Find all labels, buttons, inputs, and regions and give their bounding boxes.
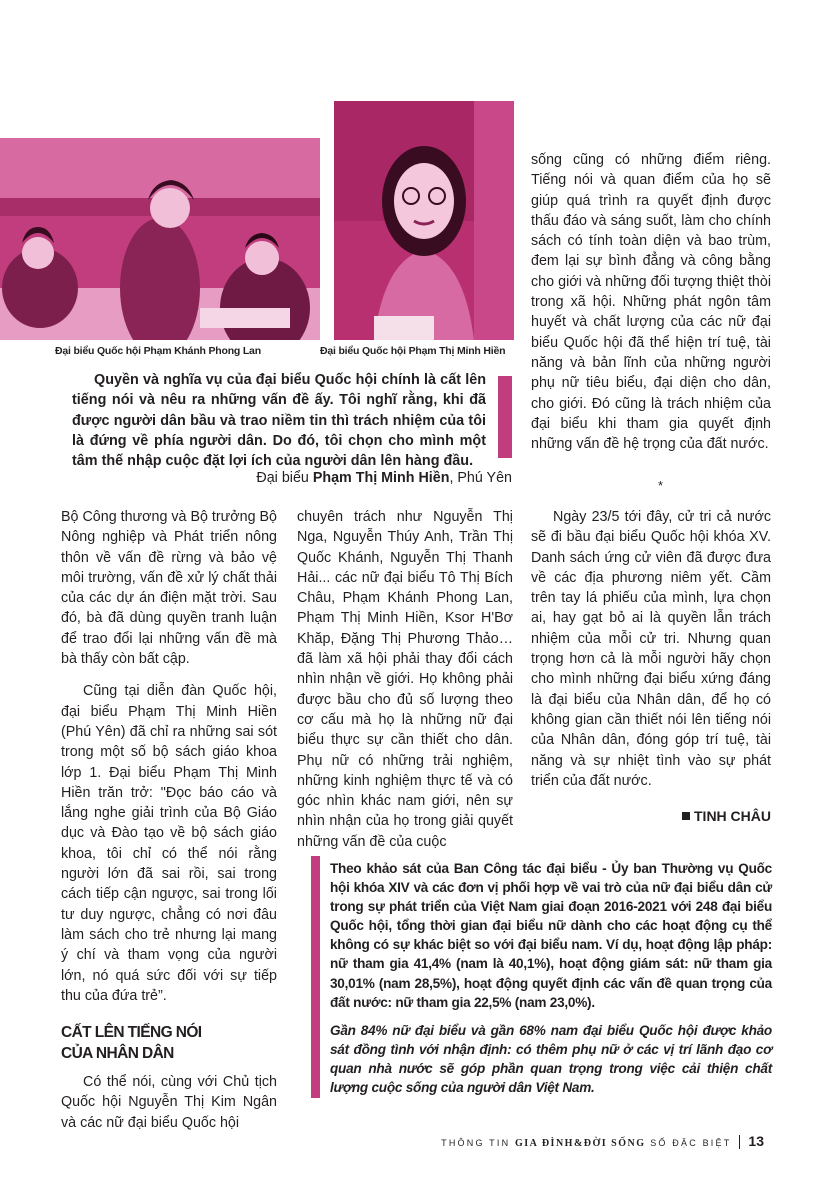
photo-illustration	[334, 101, 514, 340]
footer-prefix: THÔNG TIN	[441, 1138, 515, 1148]
paragraph: sống cũng có những điểm riêng. Tiếng nói và quan điểm của họ sẽ giúp quá trình ra quyết định được thấu đáo và sáng suốt, làm cho chính sách có tính toàn diện và bao trùm, đem lại sự bình đẳng và công bằng cho giới và những đối tượng thiệt thòi trong xã hội. Những phát ngôn tâm huyết và chất lượng của các nữ đại biểu Quốc hội đã thể hiện trí tuệ, tài năng và bản lĩnh của những người phụ nữ tiêu biểu, đại diện cho dân, cho giới. Đó cũng là trách nhiệm của đại biểu khi tham gia quyết định những vấn đề hệ trọng của đất nước.	[531, 152, 771, 453]
survey-paragraph: Theo khảo sát của Ban Công tác đại biểu - Ủy ban Thường vụ Quốc hội khóa XIV và các đơn vị phối hợp về vai trò của nữ đại biểu dân cử trong sự phát triển của Việt Nam giai đoạn 2016-2021 với 248 đại biểu Quốc hội, tổng thời gian đại biểu nữ dành cho các hoạt động cụ thể không có sự khác biệt so với đại biểu nam. Ví dụ, hoạt động lập pháp: nữ tham gia 41,4% (nam là 40,1%), hoạt động giám sát: nữ tham gia 30,01% (nam 28,5%), hoạt động quyết định các vấn đề quan trọng của đất nước: nữ tham gia 22,5% (nam 23,0%).	[330, 861, 772, 1010]
author-name: TINH CHÂU	[694, 808, 771, 824]
square-bullet-icon	[682, 812, 690, 820]
article-column-right-top	[531, 150, 771, 454]
section-heading-line: CẤT LÊN TIẾNG NÓI	[61, 1024, 202, 1042]
footer-issue: SỐ ĐẶC BIỆT	[645, 1138, 732, 1148]
attribution-suffix: , Phú Yên	[449, 470, 512, 486]
pull-quote-accent-bar	[498, 376, 512, 458]
section-heading	[61, 1022, 277, 1064]
article-column-2	[297, 507, 513, 852]
quote-attribution	[256, 470, 512, 486]
footer-divider	[739, 1135, 740, 1149]
attribution-name: Phạm Thị Minh Hiền	[312, 470, 450, 486]
survey-box	[330, 859, 772, 1097]
paragraph: Có thể nói, cùng với Chủ tịch Quốc hội Nguyễn Thị Kim Ngân và các nữ đại biểu Quốc hội	[61, 1074, 277, 1131]
paragraph: chuyên trách như Nguyễn Thị Nga, Nguyễn Thúy Anh, Trần Thị Quốc Khánh, Nguyễn Thị Thanh Hải... các nữ đại biểu Tô Thị Bích Châu, Phạm Khánh Phong Lan, Phạm Thị Minh Hiền, Ksor H'Bơ Khăp, Đặng Thị Phương Thảo… đã làm xã hội phải thay đổi cách nhìn nhận về giới. Họ không phải được bầu cho đủ số lượng theo cơ cấu mà họ là những nữ đại biểu thực sự cần thiết cho dân. Phụ nữ có những trải nghiệm, những kinh nghiệm thực tế và có góc nhìn khác nam giới, nên sự nhìn nhận của họ trong giải quyết những vấn đề của cuộc	[297, 509, 513, 850]
paragraph: Ngày 23/5 tới đây, cử tri cả nước sẽ đi bầu đại biểu Quốc hội khóa XV. Danh sách ứng cử viên đã được đưa về các địa phương niêm yết. Cầm trên tay lá phiếu của mình, lựa chọn ai, hay gạt bỏ ai là quyền lẫn trách nhiệm của mỗi cử tri. Nhưng quan trọng hơn cả là mỗi người hãy chọn cho mình những đại biểu xứng đáng là đại biểu của Nhân dân, để họ có không gian cần thiết nói lên tiếng nói của Nhân dân, đóng góp trí tuệ, tài năng và sự nhiệt tình vào sự phát triển của đất nước.	[531, 509, 771, 789]
author-byline	[682, 808, 771, 824]
photo-illustration	[0, 138, 320, 340]
pull-quote	[72, 370, 486, 471]
magazine-name: GIA ĐÌNH&ĐỜI SỐNG	[514, 1138, 646, 1149]
survey-paragraph: Gần 84% nữ đại biểu và gần 68% nam đại biểu Quốc hội được khảo sát đồng tình với nhận định: có thêm phụ nữ ở các vị trí lãnh đạo cơ quan nhà nước sẽ góp phần quan trọng trong việc cải thiện chất lượng cuộc sống của người dân Việt Nam.	[330, 1022, 772, 1096]
page-footer	[441, 1133, 764, 1149]
photo-pham-thi-minh-hien	[334, 101, 514, 340]
pull-quote-text: Quyền và nghĩa vụ của đại biểu Quốc hội chính là cất lên tiếng nói và nêu ra những vấn đề ấy. Tôi nghĩ rằng, khi đã được người dân bầu và trao niềm tin thì trách nhiệm của tôi là đứng về phía người dân. Do đó, tôi chọn cho mình một tâm thế nhập cuộc đặt lợi ích của người dân lên hàng đầu.	[72, 372, 486, 470]
article-column-1	[61, 507, 277, 1133]
section-heading-line: CỦA NHÂN DÂN	[61, 1045, 174, 1063]
photo-caption-left: Đại biểu Quốc hội Phạm Khánh Phong Lan	[55, 345, 261, 357]
attribution-prefix: Đại biểu	[256, 470, 313, 486]
article-column-3	[531, 507, 771, 791]
photo-pham-khanh-phong-lan	[0, 138, 320, 340]
photo-caption-right: Đại biểu Quốc hội Phạm Thị Minh Hiền	[320, 345, 506, 357]
survey-box-accent-bar	[311, 856, 320, 1098]
section-separator: *	[658, 478, 664, 493]
paragraph: Cũng tại diễn đàn Quốc hội, đại biểu Phạm Thị Minh Hiền (Phú Yên) đã chỉ ra những sai sót trong một số bộ sách giáo khoa lớp 1. Đại biểu Phạm Thị Minh Hiền trăn trở: "Đọc báo cáo và lắng nghe giải trình của Bộ Giáo dục và Đào tạo về bộ sách giáo khoa, tôi chỉ có thể nói rằng người lớn đã sai rồi, sai trong cách tiếp cận ngược, sai trong lối tư duy ngược, chẳng có nơi đâu làm sách cho trẻ nhưng lại mang ý chí và tham vọng của người lớn, nó quá sức đối với sự tiếp thu của đứa trẻ”.	[61, 683, 277, 1004]
page-number: 13	[748, 1133, 764, 1149]
paragraph: Bộ Công thương và Bộ trưởng Bộ Nông nghiệp và Phát triển nông thôn về vấn đề rừng và bảo vệ môi trường, vấn đề xử lý chất thải của các dự án điện mặt trời. Sau đó, bà đã dùng quyền tranh luận để trao đổi lại những vấn đề mà bà thấy còn bất cập.	[61, 509, 277, 668]
